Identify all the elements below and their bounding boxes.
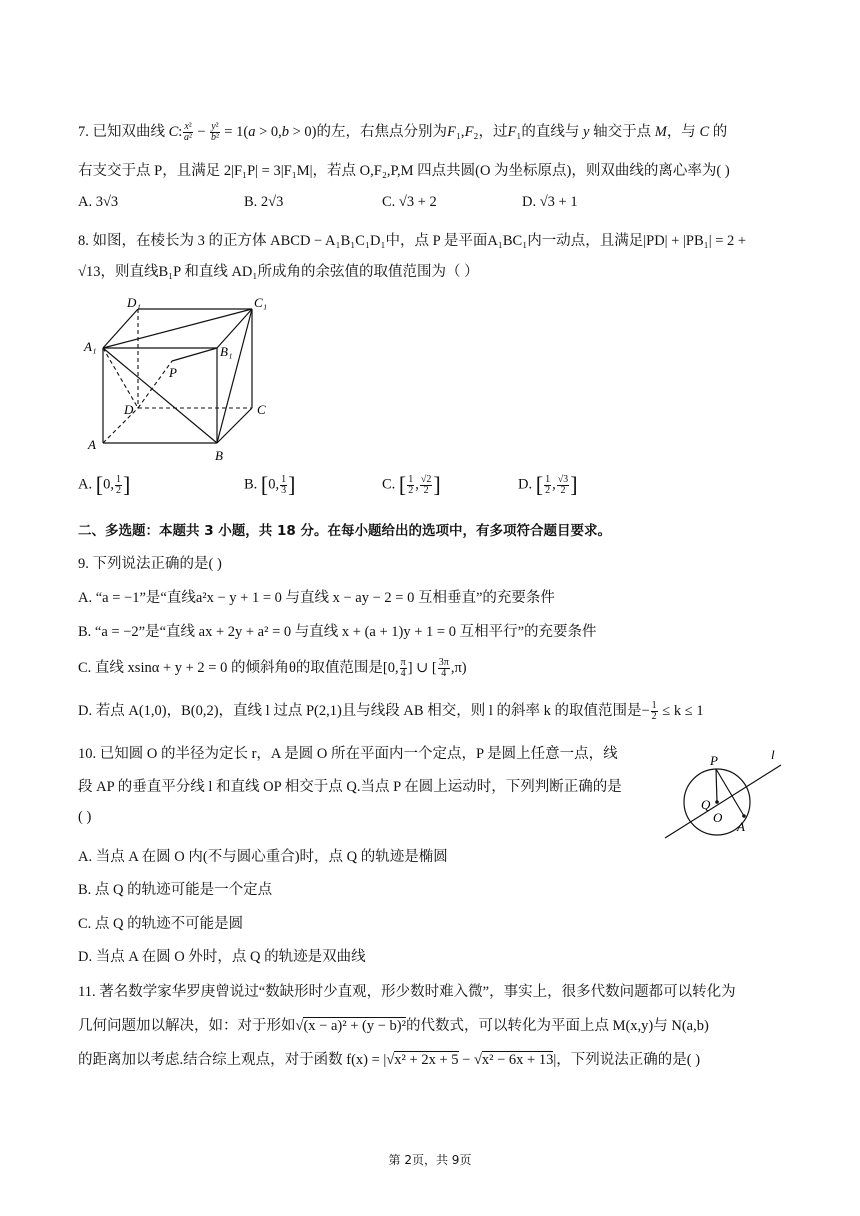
q7-line2: 右支交于点 P，且满足 2|F₁P| = 3|F₁M|，若点 O,F₂,P,M 四点共圆(O 为坐标原点)，则双曲线的离心率为( ) [78,163,730,179]
q10-option-b: B. 点 Q 的轨迹可能是一个定点 [78,882,273,898]
q7-option-b: B. 2√3 [244,194,284,210]
q10-line2: 段 AP 的垂直平分线 l 和直线 OP 相交于点 Q.当点 P 在圆上运动时，下列判断正确的是 [78,779,622,795]
label-C1: C₁ [254,295,268,310]
q9-option-a: A. “a = −1”是“直线a²x − y + 1 = 0 与直线 x − ay − 2 = 0 互相垂直”的充要条件 [78,590,555,606]
q10-line3: ( ) [78,809,92,825]
section-heading: 二、多选题：本题共 3 小题，共 18 分。在每小题给出的选项中，有多项符合题目要求。 [78,523,611,539]
q9-option-b: B. “a = −2”是“直线 ax + 2y + a² = 0 与直线 x + (a + 1)y + 1 = 0 互相平行”的充要条件 [78,624,597,640]
label-O: O [713,810,723,825]
q8-option-d: D. [ $\frac{1}{2}$ , $\frac{√3}{2}$ ] [518,472,578,497]
circle-figure [663,740,788,850]
q10-option-c: C. 点 Q 的轨迹不可能是圆 [78,916,244,932]
label-C: C [257,402,266,417]
label-B1: B₁ [220,344,233,359]
q10-option-a: A. 当点 A 在圆 O 内(不与圆心重合)时，点 Q 的轨迹是椭圆 [78,849,448,865]
q11-line1: 11. 著名数学家华罗庚曾说过“数缺形时少直观，形少数时难入微”，事实上，很多代数问题都可以转化为 [78,984,736,1000]
q7-prefix: 7. 已知双曲线 [78,124,169,140]
label-A2: A [737,819,745,834]
q11-line2: 几何问题加以解决，如：对于形如√(x − a)² + (y − b)²的代数式，可以转化为平面上点 M(x,y)与 N(a,b) [78,1018,709,1034]
label-D: D [124,402,134,417]
q8-line2: √13，则直线B₁P 和直线 AD₁所成角的余弦值的取值范围为（ ） [78,264,479,280]
q8-option-c: C. [ $\frac{1}{2}$ , $\frac{√2}{2}$ ] [382,472,441,497]
q9-option-c: C. 直线 xsinα + y + 2 = 0 的倾斜角θ的取值范围是[0, $\frac{\pi}{4}$ ] ∪ [ $\frac{3\pi}{4}$ ,π) [78,657,467,680]
q8-option-a: A. [0, $\frac{1}{2}$ ] [78,472,131,497]
q10-line1: 10. 已知圆 O 的半径为定长 r，A 是圆 O 所在平面内一个定点，P 是圆上任意一点，线 [78,746,618,762]
q7-option-d: D. √3 + 1 [522,194,578,210]
cube-figure [82,293,282,463]
q7-line1: 7. 已知双曲线 C: $\frac{\text{x²}}{\text{a²}}$ − $\frac{\text{y²}}{\text{b²}}$ = 1(a > 0,b > 0)的左，右焦点分别为F₁,F₂，过F₁的直线与 y 轴交于点 M，与 C 的 [78,121,728,144]
label-Q: Q [701,797,711,812]
q11-line3: 的距离加以考虑.结合综上观点，对于函数 f(x) = |√x² + 2x + 5 − √x² − 6x + 13|，下列说法正确的是( ) [78,1052,701,1068]
label-A1: A₁ [84,339,97,354]
q10-option-d: D. 当点 A 在圆 O 外时，点 Q 的轨迹是双曲线 [78,949,366,965]
label-A: A [88,437,96,452]
q7-option-a: A. 3√3 [78,194,119,210]
q8-line1: 8. 如图，在棱长为 3 的正方体 ABCD − A₁B₁C₁D₁中，点 P 是平面A₁BC₁内一动点，且满足|PD| + |PB₁| = 2 + [78,233,747,249]
q8-option-b: B. [0, $\frac{1}{3}$ ] [244,472,296,497]
page-footer: 第 2页，共 9页 [388,1153,472,1167]
q9-option-d: D. 若点 A(1,0)，B(0,2)，直线 l 过点 P(2,1)且与线段 AB 相交，则 l 的斜率 k 的取值范围是− $\frac{1}{2}$ ≤ k ≤ 1 [78,700,704,723]
label-l: l [771,747,775,762]
label-P: P [169,365,177,380]
q9-stem: 9. 下列说法正确的是( ) [78,556,222,572]
label-P2: P [710,753,718,768]
label-B: B [215,448,223,463]
label-D1: D₁ [127,295,141,310]
q7-option-c: C. √3 + 2 [382,194,437,210]
